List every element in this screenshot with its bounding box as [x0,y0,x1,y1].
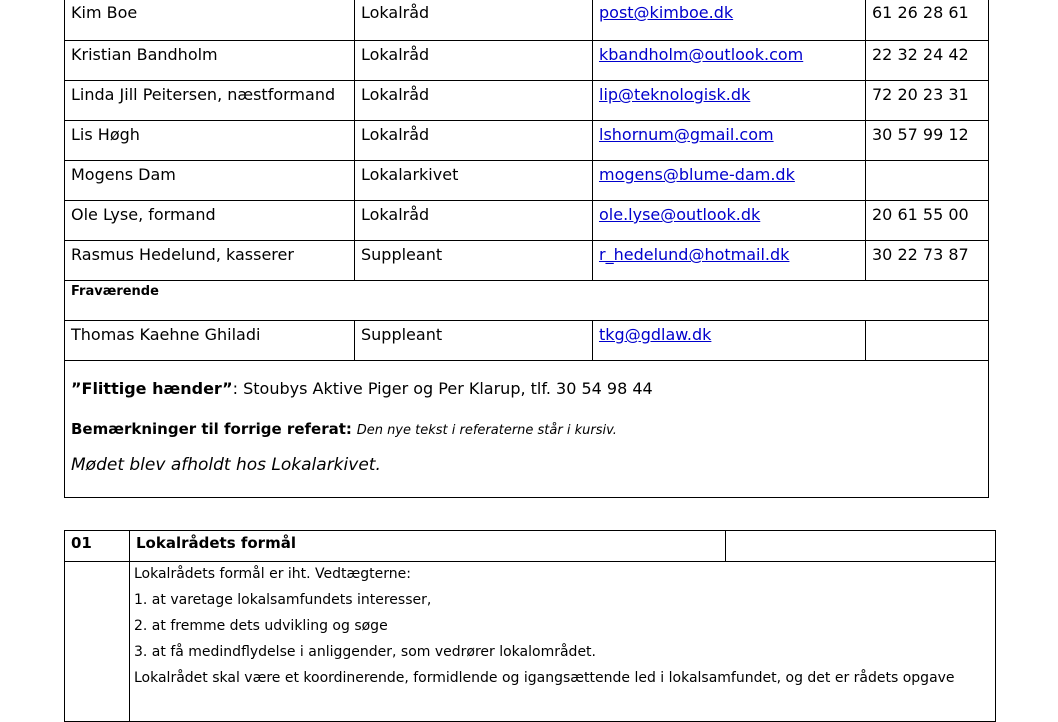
agenda-empty-number-cell [65,562,130,722]
member-name: Linda Jill Peitersen, næstformand [71,85,336,104]
email-link[interactable]: post@kimboe.dk [599,3,734,22]
table-row [65,81,989,121]
member-name-cell [65,121,355,161]
member-role-cell [355,201,593,241]
member-phone: 72 20 23 31 [872,85,969,104]
member-role-cell [355,121,593,161]
agenda-line: Lokalrådet skal være et koordinerende, formidlende og igangsættende led i lokalsamfundet, og det er rådets opgave [134,670,955,686]
member-email-cell [593,161,866,201]
member-phone-cell [866,201,989,241]
member-phone-cell [866,41,989,81]
member-role: Lokalråd [361,205,430,224]
member-name-cell [65,161,355,201]
attendee-table [64,0,989,498]
member-role: Lokalråd [361,3,430,22]
table-row [65,201,989,241]
member-name-cell [65,41,355,81]
member-name-cell [65,201,355,241]
member-phone-cell [866,321,989,361]
member-name: Mogens Dam [71,165,176,184]
table-row [65,0,989,41]
member-phone: 61 26 28 61 [872,3,969,22]
member-phone-cell [866,241,989,281]
remarks-text: Den nye tekst i referaterne står i kursiv. [356,423,617,438]
member-name: Kim Boe [71,3,138,22]
member-email-cell [593,121,866,161]
member-email-cell [593,81,866,121]
member-role-cell [355,161,593,201]
member-role-cell [355,0,593,41]
member-email-cell [593,0,866,41]
agenda-header-row [65,531,996,562]
remarks-note [71,419,982,441]
agenda-table [64,530,996,722]
member-phone-cell [866,121,989,161]
member-phone: 20 61 55 00 [872,205,969,224]
member-role: Lokalråd [361,85,430,104]
agenda-line: 2. at fremme dets udvikling og søge [134,618,388,634]
agenda-line: 1. at varetage lokalsamfundets interesser, [134,592,432,608]
agenda-text-cell [130,562,996,722]
table-row [65,241,989,281]
member-role: Lokalarkivet [361,165,459,184]
agenda-empty-cell [726,531,996,562]
helpers-label: ”Flittige hænder” [71,379,233,398]
agenda-line: Lokalrådets formål er iht. Vedtægterne: [134,566,411,582]
table-row [65,41,989,81]
email-link[interactable]: lshornum@gmail.com [599,125,774,144]
table-row [65,161,989,201]
member-phone: 30 22 73 87 [872,245,969,264]
member-role-cell [355,241,593,281]
email-link[interactable]: mogens@blume-dam.dk [599,165,795,184]
member-name: Ole Lyse, formand [71,205,216,224]
member-role: Lokalråd [361,125,430,144]
member-phone-cell [866,81,989,121]
member-role: Suppleant [361,245,443,264]
email-link[interactable]: tkg@gdlaw.dk [599,325,712,344]
notes-row [65,361,989,498]
agenda-line: 3. at få medindflydelse i anliggender, som vedrører lokalområdet. [134,644,596,660]
table-row [65,121,989,161]
member-role-cell [355,321,593,361]
email-link[interactable]: ole.lyse@outlook.dk [599,205,761,224]
meeting-note: Mødet blev afholdt hos Lokalarkivet. [71,455,381,475]
member-name: Rasmus Hedelund, kasserer [71,245,294,264]
member-name: Kristian Bandholm [71,45,218,64]
member-email-cell [593,201,866,241]
member-name-cell [65,241,355,281]
member-email-cell [593,241,866,281]
member-name-cell [65,81,355,121]
agenda-number: 01 [65,531,130,562]
agenda-title: Lokalrådets formål [130,531,726,562]
member-phone-cell [866,0,989,41]
member-name-cell [65,0,355,41]
email-link[interactable]: kbandholm@outlook.com [599,45,804,64]
helpers-text: : Stoubys Aktive Piger og Per Klarup, tlf. 30 54 98 44 [232,379,653,398]
absent-heading-row [65,281,989,321]
helpers-note [71,379,982,399]
notes-cell [65,361,989,498]
member-role-cell [355,81,593,121]
member-name-cell [65,321,355,361]
member-role-cell [355,41,593,81]
member-name: Lis Høgh [71,125,140,144]
absent-heading: Fraværende [65,281,989,321]
member-role: Suppleant [361,325,443,344]
email-link[interactable]: lip@teknologisk.dk [599,85,751,104]
member-role: Lokalråd [361,45,430,64]
member-name: Thomas Kaehne Ghiladi [71,325,261,344]
member-email-cell [593,321,866,361]
email-link[interactable]: r_hedelund@hotmail.dk [599,245,790,264]
member-phone: 22 32 24 42 [872,45,969,64]
remarks-label: Bemærkninger til forrige referat: [71,420,352,438]
member-phone-cell [866,161,989,201]
member-email-cell [593,41,866,81]
table-row [65,321,989,361]
agenda-body-row [65,562,996,722]
member-phone: 30 57 99 12 [872,125,969,144]
